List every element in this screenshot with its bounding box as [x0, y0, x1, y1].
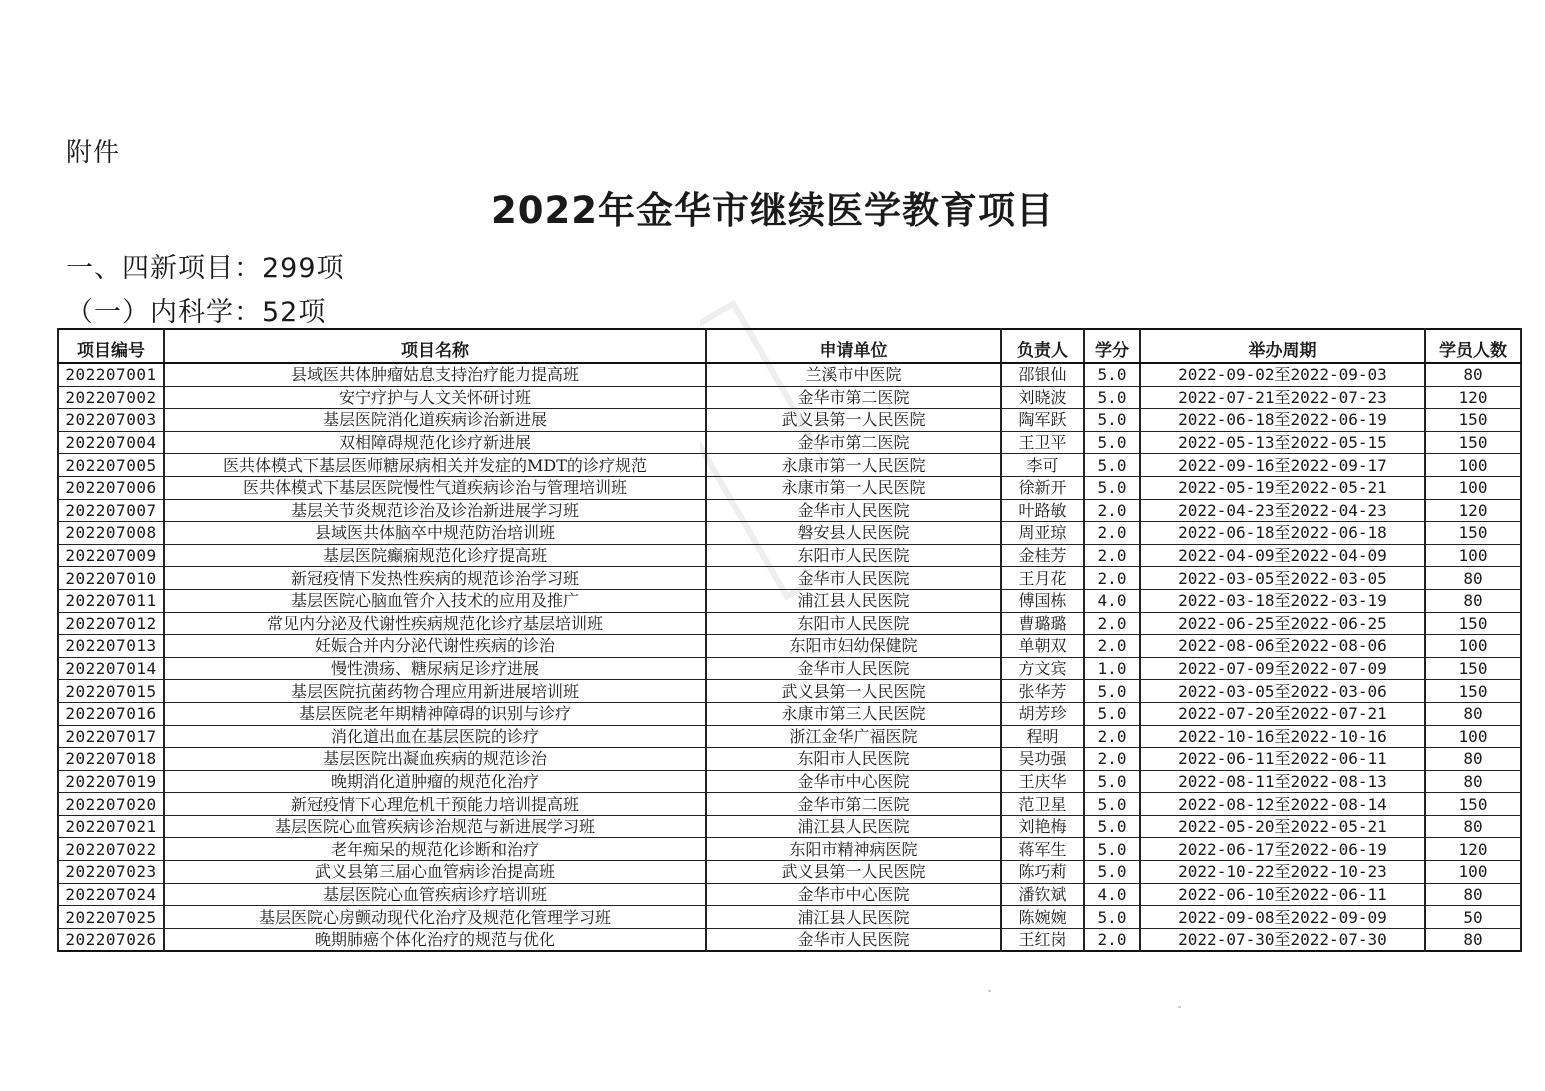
cell-applicant-unit: 浦江县人民医院	[706, 906, 1001, 929]
column-header-period: 举办周期	[1140, 329, 1425, 363]
projects-table	[57, 328, 1522, 952]
cell-applicant-unit: 金华市第二医院	[706, 386, 1001, 409]
column-header-code: 项目编号	[58, 329, 164, 363]
cell-applicant-unit: 永康市第三人民医院	[706, 702, 1001, 725]
cell-project-code: 202207005	[58, 454, 164, 477]
cell-period: 2022-07-21至2022-07-23	[1140, 386, 1425, 409]
cell-student-count: 80	[1425, 748, 1521, 771]
section-heading: 一、四新项目：299项	[66, 253, 345, 284]
cell-applicant-unit: 永康市第一人民医院	[706, 454, 1001, 477]
cell-applicant-unit: 永康市第一人民医院	[706, 476, 1001, 499]
cell-student-count: 80	[1425, 589, 1521, 612]
cell-leader: 潘钦斌	[1001, 883, 1084, 906]
cell-project-name: 新冠疫情下发热性疾病的规范诊治学习班	[164, 567, 706, 590]
cell-credit: 2.0	[1084, 928, 1140, 951]
cell-period: 2022-06-11至2022-06-11	[1140, 748, 1425, 771]
cell-period: 2022-03-05至2022-03-05	[1140, 567, 1425, 590]
cell-leader: 金桂芳	[1001, 544, 1084, 567]
cell-project-code: 202207025	[58, 906, 164, 929]
cell-applicant-unit: 东阳市人民医院	[706, 544, 1001, 567]
table-row	[58, 454, 1521, 477]
cell-leader: 张华芳	[1001, 680, 1084, 703]
table-row	[58, 838, 1521, 861]
cell-student-count: 120	[1425, 838, 1521, 861]
cell-project-code: 202207012	[58, 612, 164, 635]
table-row	[58, 567, 1521, 590]
cell-project-name: 基层医院老年期精神障碍的识别与诊疗	[164, 702, 706, 725]
cell-student-count: 80	[1425, 567, 1521, 590]
cell-project-name: 武义县第三届心血管病诊治提高班	[164, 861, 706, 884]
cell-project-code: 202207004	[58, 431, 164, 454]
cell-applicant-unit: 东阳市人民医院	[706, 612, 1001, 635]
table-row	[58, 770, 1521, 793]
cell-period: 2022-04-23至2022-04-23	[1140, 499, 1425, 522]
column-header-leader: 负责人	[1001, 329, 1084, 363]
cell-applicant-unit: 金华市中心医院	[706, 883, 1001, 906]
table-row	[58, 612, 1521, 635]
cell-project-code: 202207014	[58, 657, 164, 680]
cell-project-name: 基层医院癫痫规范化诊疗提高班	[164, 544, 706, 567]
cell-project-code: 202207002	[58, 386, 164, 409]
cell-credit: 5.0	[1084, 906, 1140, 929]
cell-project-name: 基层医院心血管疾病诊治规范与新进展学习班	[164, 815, 706, 838]
cell-leader: 蒋军生	[1001, 838, 1084, 861]
cell-period: 2022-07-20至2022-07-21	[1140, 702, 1425, 725]
cell-period: 2022-08-12至2022-08-14	[1140, 793, 1425, 816]
cell-period: 2022-09-16至2022-09-17	[1140, 454, 1425, 477]
cell-student-count: 100	[1425, 454, 1521, 477]
cell-leader: 傅国栋	[1001, 589, 1084, 612]
subsection-heading: （一）内科学：52项	[66, 297, 327, 328]
cell-project-code: 202207003	[58, 409, 164, 432]
cell-period: 2022-03-18至2022-03-19	[1140, 589, 1425, 612]
cell-project-code: 202207016	[58, 702, 164, 725]
cell-student-count: 150	[1425, 793, 1521, 816]
cell-credit: 2.0	[1084, 522, 1140, 545]
cell-period: 2022-10-16至2022-10-16	[1140, 725, 1425, 748]
cell-student-count: 100	[1425, 544, 1521, 567]
table-row	[58, 386, 1521, 409]
cell-credit: 5.0	[1084, 454, 1140, 477]
cell-leader: 王庆华	[1001, 770, 1084, 793]
cell-leader: 范卫星	[1001, 793, 1084, 816]
table-row	[58, 793, 1521, 816]
cell-period: 2022-07-30至2022-07-30	[1140, 928, 1425, 951]
cell-leader: 王卫平	[1001, 431, 1084, 454]
cell-applicant-unit: 金华市人民医院	[706, 499, 1001, 522]
cell-leader: 陶军跃	[1001, 409, 1084, 432]
cell-applicant-unit: 东阳市人民医院	[706, 748, 1001, 771]
cell-credit: 5.0	[1084, 431, 1140, 454]
cell-period: 2022-09-02至2022-09-03	[1140, 363, 1425, 386]
column-header-credit: 学分	[1084, 329, 1140, 363]
cell-student-count: 80	[1425, 702, 1521, 725]
cell-project-name: 基层医院心房颤动现代化治疗及规范化管理学习班	[164, 906, 706, 929]
cell-applicant-unit: 磐安县人民医院	[706, 522, 1001, 545]
cell-period: 2022-08-11至2022-08-13	[1140, 770, 1425, 793]
column-header-students: 学员人数	[1425, 329, 1521, 363]
cell-student-count: 100	[1425, 725, 1521, 748]
cell-credit: 5.0	[1084, 861, 1140, 884]
cell-project-name: 基层医院心脑血管介入技术的应用及推广	[164, 589, 706, 612]
cell-credit: 5.0	[1084, 702, 1140, 725]
cell-project-name: 基层医院心血管疾病诊疗培训班	[164, 883, 706, 906]
cell-student-count: 80	[1425, 928, 1521, 951]
cell-project-name: 妊娠合并内分泌代谢性疾病的诊治	[164, 635, 706, 658]
column-header-unit: 申请单位	[706, 329, 1001, 363]
cell-period: 2022-05-19至2022-05-21	[1140, 476, 1425, 499]
cell-period: 2022-05-13至2022-05-15	[1140, 431, 1425, 454]
cell-project-code: 202207021	[58, 815, 164, 838]
cell-credit: 5.0	[1084, 476, 1140, 499]
cell-student-count: 150	[1425, 612, 1521, 635]
cell-applicant-unit: 金华市人民医院	[706, 657, 1001, 680]
cell-leader: 陈婉婉	[1001, 906, 1084, 929]
cell-credit: 2.0	[1084, 544, 1140, 567]
cell-period: 2022-03-05至2022-03-06	[1140, 680, 1425, 703]
cell-project-code: 202207006	[58, 476, 164, 499]
cell-project-name: 县域医共体肿瘤姑息支持治疗能力提高班	[164, 363, 706, 386]
cell-applicant-unit: 东阳市妇幼保健院	[706, 635, 1001, 658]
table-row	[58, 409, 1521, 432]
cell-project-name: 晚期消化道肿瘤的规范化治疗	[164, 770, 706, 793]
column-header-name: 项目名称	[164, 329, 706, 363]
cell-student-count: 80	[1425, 883, 1521, 906]
table-row	[58, 499, 1521, 522]
cell-project-code: 202207024	[58, 883, 164, 906]
cell-student-count: 150	[1425, 522, 1521, 545]
cell-project-name: 基层医院抗菌药物合理应用新进展培训班	[164, 680, 706, 703]
cell-project-code: 202207009	[58, 544, 164, 567]
cell-student-count: 50	[1425, 906, 1521, 929]
cell-project-code: 202207017	[58, 725, 164, 748]
cell-leader: 叶路敏	[1001, 499, 1084, 522]
cell-leader: 程明	[1001, 725, 1084, 748]
cell-project-code: 202207010	[58, 567, 164, 590]
cell-leader: 邵银仙	[1001, 363, 1084, 386]
cell-period: 2022-07-09至2022-07-09	[1140, 657, 1425, 680]
cell-project-code: 202207008	[58, 522, 164, 545]
cell-student-count: 150	[1425, 409, 1521, 432]
cell-project-code: 202207015	[58, 680, 164, 703]
cell-applicant-unit: 浙江金华广福医院	[706, 725, 1001, 748]
cell-leader: 王红岗	[1001, 928, 1084, 951]
cell-project-code: 202207019	[58, 770, 164, 793]
cell-project-code: 202207022	[58, 838, 164, 861]
cell-student-count: 120	[1425, 499, 1521, 522]
table-row	[58, 928, 1521, 951]
cell-student-count: 120	[1425, 386, 1521, 409]
cell-period: 2022-06-17至2022-06-19	[1140, 838, 1425, 861]
cell-student-count: 150	[1425, 431, 1521, 454]
cell-period: 2022-06-25至2022-06-25	[1140, 612, 1425, 635]
cell-project-name: 安宁疗护与人文关怀研讨班	[164, 386, 706, 409]
cell-student-count: 80	[1425, 770, 1521, 793]
cell-leader: 周亚琼	[1001, 522, 1084, 545]
cell-leader: 陈巧莉	[1001, 861, 1084, 884]
cell-period: 2022-06-10至2022-06-11	[1140, 883, 1425, 906]
cell-applicant-unit: 金华市人民医院	[706, 928, 1001, 951]
cell-applicant-unit: 东阳市精神病医院	[706, 838, 1001, 861]
cell-applicant-unit: 浦江县人民医院	[706, 589, 1001, 612]
table-body	[58, 363, 1521, 951]
cell-project-code: 202207023	[58, 861, 164, 884]
table-row	[58, 363, 1521, 386]
cell-credit: 2.0	[1084, 612, 1140, 635]
cell-credit: 2.0	[1084, 748, 1140, 771]
cell-period: 2022-05-20至2022-05-21	[1140, 815, 1425, 838]
cell-project-name: 基层医院出凝血疾病的规范诊治	[164, 748, 706, 771]
cell-credit: 5.0	[1084, 409, 1140, 432]
cell-period: 2022-04-09至2022-04-09	[1140, 544, 1425, 567]
cell-student-count: 80	[1425, 363, 1521, 386]
cell-student-count: 100	[1425, 635, 1521, 658]
cell-project-code: 202207007	[58, 499, 164, 522]
cell-credit: 2.0	[1084, 499, 1140, 522]
table-row	[58, 748, 1521, 771]
cell-credit: 1.0	[1084, 657, 1140, 680]
cell-student-count: 100	[1425, 861, 1521, 884]
table-row	[58, 476, 1521, 499]
cell-applicant-unit: 武义县第一人民医院	[706, 409, 1001, 432]
cell-credit: 2.0	[1084, 725, 1140, 748]
cell-project-name: 基层医院消化道疾病诊治新进展	[164, 409, 706, 432]
cell-credit: 5.0	[1084, 815, 1140, 838]
scan-speck	[988, 990, 991, 992]
cell-applicant-unit: 兰溪市中医院	[706, 363, 1001, 386]
cell-leader: 李可	[1001, 454, 1084, 477]
cell-applicant-unit: 武义县第一人民医院	[706, 861, 1001, 884]
cell-leader: 方文宾	[1001, 657, 1084, 680]
cell-leader: 曹璐璐	[1001, 612, 1084, 635]
cell-leader: 王月花	[1001, 567, 1084, 590]
cell-project-name: 双相障碍规范化诊疗新进展	[164, 431, 706, 454]
cell-credit: 5.0	[1084, 386, 1140, 409]
table-header-row	[58, 329, 1521, 363]
document-title: 2022年金华市继续医学教育项目	[491, 189, 1054, 232]
cell-leader: 刘晓波	[1001, 386, 1084, 409]
cell-project-name: 医共体模式下基层医师糖尿病相关并发症的MDT的诊疗规范	[164, 454, 706, 477]
table-row	[58, 657, 1521, 680]
table-row	[58, 589, 1521, 612]
cell-applicant-unit: 金华市第二医院	[706, 793, 1001, 816]
cell-leader: 刘艳梅	[1001, 815, 1084, 838]
scan-speck	[1178, 1006, 1181, 1008]
cell-period: 2022-08-06至2022-08-06	[1140, 635, 1425, 658]
cell-student-count: 150	[1425, 680, 1521, 703]
cell-project-name: 基层关节炎规范诊治及诊治新进展学习班	[164, 499, 706, 522]
table-row	[58, 522, 1521, 545]
cell-student-count: 100	[1425, 476, 1521, 499]
cell-credit: 5.0	[1084, 793, 1140, 816]
cell-leader: 徐新开	[1001, 476, 1084, 499]
cell-project-code: 202207011	[58, 589, 164, 612]
cell-project-name: 老年痴呆的规范化诊断和治疗	[164, 838, 706, 861]
cell-project-name: 医共体模式下基层医院慢性气道疾病诊治与管理培训班	[164, 476, 706, 499]
cell-applicant-unit: 金华市人民医院	[706, 567, 1001, 590]
cell-project-name: 慢性溃疡、糖尿病足诊疗进展	[164, 657, 706, 680]
cell-period: 2022-06-18至2022-06-19	[1140, 409, 1425, 432]
table-row	[58, 906, 1521, 929]
cell-project-name: 县域医共体脑卒中规范防治培训班	[164, 522, 706, 545]
cell-credit: 5.0	[1084, 838, 1140, 861]
table-row	[58, 725, 1521, 748]
cell-credit: 5.0	[1084, 363, 1140, 386]
cell-credit: 4.0	[1084, 883, 1140, 906]
cell-period: 2022-06-18至2022-06-18	[1140, 522, 1425, 545]
cell-project-code: 202207018	[58, 748, 164, 771]
cell-project-code: 202207020	[58, 793, 164, 816]
cell-credit: 2.0	[1084, 635, 1140, 658]
cell-project-code: 202207001	[58, 363, 164, 386]
cell-student-count: 150	[1425, 657, 1521, 680]
cell-project-code: 202207013	[58, 635, 164, 658]
cell-period: 2022-09-08至2022-09-09	[1140, 906, 1425, 929]
cell-leader: 吴功强	[1001, 748, 1084, 771]
cell-credit: 5.0	[1084, 770, 1140, 793]
cell-credit: 2.0	[1084, 567, 1140, 590]
cell-project-name: 晚期肺癌个体化治疗的规范与优化	[164, 928, 706, 951]
cell-leader: 单朝双	[1001, 635, 1084, 658]
table-row	[58, 883, 1521, 906]
cell-applicant-unit: 浦江县人民医院	[706, 815, 1001, 838]
cell-student-count: 80	[1425, 815, 1521, 838]
attachment-label: 附件	[66, 138, 121, 168]
table-row	[58, 861, 1521, 884]
cell-project-name: 消化道出血在基层医院的诊疗	[164, 725, 706, 748]
cell-credit: 5.0	[1084, 680, 1140, 703]
table-row	[58, 635, 1521, 658]
cell-applicant-unit: 金华市第二医院	[706, 431, 1001, 454]
cell-leader: 胡芳珍	[1001, 702, 1084, 725]
cell-applicant-unit: 金华市中心医院	[706, 770, 1001, 793]
table-row	[58, 702, 1521, 725]
cell-project-name: 常见内分泌及代谢性疾病规范化诊疗基层培训班	[164, 612, 706, 635]
cell-project-name: 新冠疫情下心理危机干预能力培训提高班	[164, 793, 706, 816]
table-row	[58, 815, 1521, 838]
cell-project-code: 202207026	[58, 928, 164, 951]
table-row	[58, 431, 1521, 454]
cell-credit: 4.0	[1084, 589, 1140, 612]
cell-period: 2022-10-22至2022-10-23	[1140, 861, 1425, 884]
table-row	[58, 544, 1521, 567]
cell-applicant-unit: 武义县第一人民医院	[706, 680, 1001, 703]
table-row	[58, 680, 1521, 703]
